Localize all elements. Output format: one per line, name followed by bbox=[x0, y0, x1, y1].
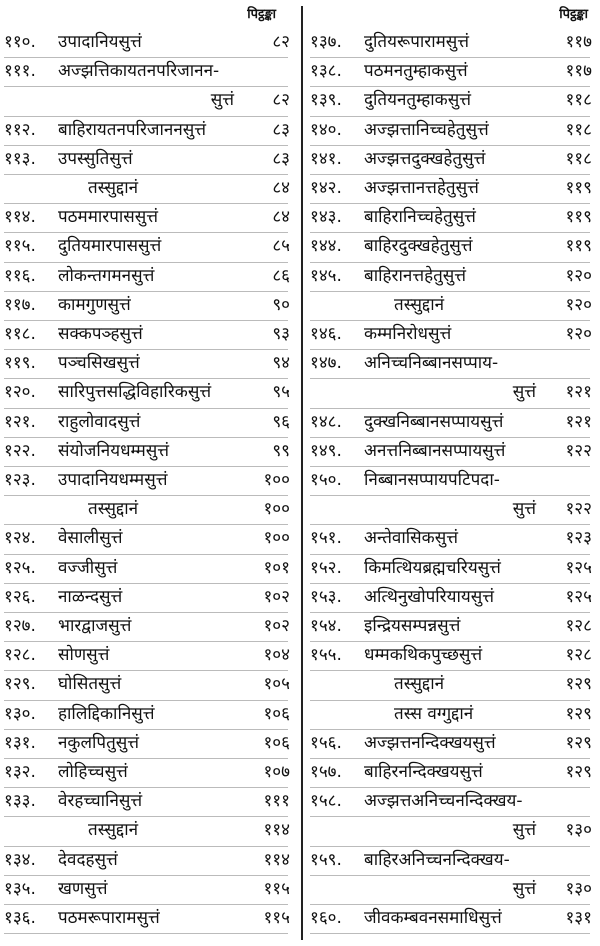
entry-title: अज्झत्तिकायतनपरिजानन- bbox=[58, 61, 220, 82]
entry-number: १५८. bbox=[310, 791, 342, 812]
entry-page-number: ९० bbox=[272, 294, 290, 315]
entry-number: १५३. bbox=[310, 586, 342, 607]
row-rule bbox=[310, 116, 590, 117]
toc-entry bbox=[0, 234, 298, 258]
entry-page-number: १२९ bbox=[565, 762, 592, 782]
row-rule bbox=[4, 700, 288, 701]
entry-title: लोकन्तगमनसुत्तं bbox=[58, 265, 155, 286]
row-rule bbox=[4, 933, 288, 934]
entry-page-number: ९४ bbox=[272, 353, 290, 374]
entry-title: सुत्तं bbox=[512, 878, 536, 899]
entry-title: नकुलपितुसुत्तं bbox=[58, 732, 140, 753]
row-rule bbox=[310, 583, 590, 584]
row-rule bbox=[310, 145, 590, 146]
entry-page-number: १२० bbox=[565, 265, 592, 286]
toc-entry bbox=[306, 702, 600, 726]
entry-page-number: १३१ bbox=[565, 908, 592, 928]
row-rule bbox=[310, 524, 590, 525]
entry-title: लोहिच्चसुत्तं bbox=[58, 762, 128, 782]
row-rule bbox=[310, 203, 590, 204]
toc-entry bbox=[0, 468, 298, 492]
entry-number: १५७. bbox=[310, 762, 342, 782]
page-number-heading: पिट्ठङ्का bbox=[247, 7, 276, 22]
row-rule bbox=[310, 349, 590, 350]
entry-number: १३०. bbox=[4, 703, 36, 724]
entry-page-number: ११४ bbox=[263, 849, 290, 870]
toc-entry bbox=[0, 30, 298, 54]
toc-entry bbox=[306, 877, 600, 901]
entry-number: १४०. bbox=[310, 119, 342, 140]
entry-page-number: ८६ bbox=[272, 265, 290, 286]
row-rule bbox=[310, 86, 590, 87]
entry-title: सुत्तं bbox=[512, 499, 536, 520]
entry-page-number: १२९ bbox=[565, 732, 592, 753]
entry-title: तस्सुद्दानं bbox=[394, 294, 445, 315]
entry-page-number: ८३ bbox=[272, 119, 290, 140]
entry-page-number: १२८ bbox=[565, 616, 592, 636]
row-rule bbox=[310, 262, 590, 263]
toc-entry bbox=[0, 293, 298, 317]
toc-entry bbox=[0, 147, 298, 171]
row-rule bbox=[4, 145, 288, 146]
entry-number: १२२. bbox=[4, 440, 36, 461]
entry-title: पञ्चसिखसुत्तं bbox=[58, 353, 140, 374]
entry-number: १३२. bbox=[4, 762, 36, 782]
entry-number: ११९. bbox=[4, 353, 36, 374]
entry-number: १३८. bbox=[310, 61, 342, 82]
row-rule bbox=[310, 641, 590, 642]
entry-number: १६०. bbox=[310, 908, 342, 928]
entry-page-number: १०० bbox=[263, 470, 290, 490]
entry-number: १५२. bbox=[310, 557, 342, 578]
row-rule bbox=[4, 816, 288, 817]
row-rule bbox=[4, 524, 288, 525]
entry-title: कम्मनिरोधसुत्तं bbox=[364, 324, 452, 344]
entry-number: ११८. bbox=[4, 324, 36, 344]
row-rule bbox=[4, 612, 288, 613]
entry-title: दुतियनतुम्हाकसुत्तं bbox=[364, 90, 471, 111]
entry-page-number: १२३ bbox=[565, 528, 592, 549]
entry-page-number: ९५ bbox=[272, 382, 290, 403]
row-rule bbox=[4, 641, 288, 642]
entry-number: १३७. bbox=[310, 32, 342, 52]
row-rule bbox=[4, 583, 288, 584]
entry-number: १४६. bbox=[310, 324, 342, 344]
toc-entry bbox=[0, 556, 298, 580]
entry-page-number: १२९ bbox=[565, 674, 592, 695]
entry-title: तस्सुद्दानं bbox=[88, 178, 139, 198]
toc-entry bbox=[306, 176, 600, 200]
entry-title: सारिपुत्तसद्धिविहारिकसुत्तं bbox=[58, 382, 212, 403]
row-rule bbox=[310, 700, 590, 701]
entry-page-number: ८२ bbox=[272, 32, 290, 52]
row-rule bbox=[310, 466, 590, 467]
toc-entry bbox=[0, 88, 298, 112]
row-rule bbox=[4, 904, 288, 905]
row-rule bbox=[310, 495, 590, 496]
entry-number: १११. bbox=[4, 61, 36, 82]
entry-number: १५९. bbox=[310, 849, 342, 870]
toc-entry bbox=[0, 59, 298, 83]
entry-title: बाहिरानत्तहेतुसुत्तं bbox=[364, 265, 467, 286]
row-rule bbox=[4, 291, 288, 292]
entry-number: १३१. bbox=[4, 732, 36, 753]
row-rule bbox=[4, 378, 288, 379]
row-rule bbox=[310, 437, 590, 438]
entry-title: निब्बानसप्पायपटिपदा- bbox=[364, 470, 500, 490]
toc-entry bbox=[0, 643, 298, 667]
entry-page-number: १२२ bbox=[565, 499, 592, 520]
entry-title: सक्कपञ्हसुत्तं bbox=[58, 324, 143, 344]
entry-title: घोसितसुत्तं bbox=[58, 674, 122, 695]
row-rule bbox=[4, 437, 288, 438]
toc-entry bbox=[306, 439, 600, 463]
entry-page-number: ८४ bbox=[272, 178, 290, 198]
row-rule bbox=[4, 349, 288, 350]
entry-page-number: १२० bbox=[565, 324, 592, 344]
row-rule bbox=[4, 466, 288, 467]
row-rule bbox=[310, 554, 590, 555]
row-rule bbox=[310, 933, 590, 934]
toc-entry bbox=[0, 614, 298, 638]
row-rule bbox=[4, 174, 288, 175]
entry-title: अज्झत्तानत्तहेतुसुत्तं bbox=[364, 178, 479, 198]
entry-title: पठमरूपारामसुत्तं bbox=[58, 908, 160, 928]
entry-page-number: ११९ bbox=[565, 236, 592, 257]
toc-entry bbox=[306, 497, 600, 521]
row-rule bbox=[4, 554, 288, 555]
entry-number: १४९. bbox=[310, 440, 342, 461]
toc-entry bbox=[306, 380, 600, 404]
toc-entry bbox=[0, 789, 298, 813]
row-rule bbox=[310, 904, 590, 905]
entry-number: १२०. bbox=[4, 382, 36, 403]
row-rule bbox=[4, 57, 288, 58]
entry-page-number: ११५ bbox=[263, 908, 290, 928]
entry-page-number: १०२ bbox=[263, 586, 290, 607]
entry-page-number: ११९ bbox=[565, 178, 592, 198]
toc-entry bbox=[306, 789, 600, 813]
entry-title: जीवकम्बवनसमाधिसुत्तं bbox=[364, 908, 502, 928]
entry-title: वेरहच्चानिसुत्तं bbox=[58, 791, 143, 812]
column-divider bbox=[301, 6, 303, 940]
entry-page-number: १२८ bbox=[565, 645, 592, 666]
row-rule bbox=[310, 612, 590, 613]
toc-entry bbox=[306, 322, 600, 346]
entry-title: धम्मकथिकपुच्छसुत्तं bbox=[364, 645, 483, 666]
entry-page-number: १२९ bbox=[565, 703, 592, 724]
toc-entry bbox=[0, 264, 298, 288]
entry-page-number: ८३ bbox=[272, 148, 290, 169]
entry-title: देवदहसुत्तं bbox=[58, 849, 118, 870]
entry-number: १२३. bbox=[4, 470, 36, 490]
row-rule bbox=[4, 320, 288, 321]
entry-number: ११०. bbox=[4, 32, 36, 52]
entry-title: दुतियरूपारामसुत्तं bbox=[364, 32, 470, 52]
entry-page-number: १२१ bbox=[565, 411, 592, 432]
entry-number: १५०. bbox=[310, 470, 342, 490]
entry-page-number: १२५ bbox=[565, 557, 592, 578]
row-rule bbox=[310, 174, 590, 175]
entry-number: १४४. bbox=[310, 236, 342, 257]
row-rule bbox=[4, 86, 288, 87]
row-rule bbox=[4, 670, 288, 671]
entry-title: अत्थिनुखोपरियायसुत्तं bbox=[364, 586, 494, 607]
toc-entry bbox=[0, 205, 298, 229]
entry-title: उपादानियधम्मसुत्तं bbox=[58, 470, 168, 490]
toc-entry bbox=[306, 585, 600, 609]
entry-number: १४३. bbox=[310, 207, 342, 228]
entry-page-number: १०६ bbox=[263, 703, 290, 724]
entry-title: उपादानियसुत्तं bbox=[58, 32, 142, 52]
entry-number: १४२. bbox=[310, 178, 342, 198]
toc-entry bbox=[306, 410, 600, 434]
entry-title: अनिच्चनिब्बानसप्पाय- bbox=[364, 353, 499, 374]
entry-number: १५५. bbox=[310, 645, 342, 666]
toc-entry bbox=[306, 848, 600, 872]
row-rule bbox=[4, 232, 288, 233]
row-rule bbox=[310, 670, 590, 671]
entry-page-number: ११९ bbox=[565, 207, 592, 228]
entry-title: सोणसुत्तं bbox=[58, 645, 110, 666]
entry-page-number: ११८ bbox=[565, 148, 592, 169]
row-rule bbox=[310, 787, 590, 788]
entry-page-number: १०५ bbox=[263, 674, 290, 695]
row-rule bbox=[4, 729, 288, 730]
row-rule bbox=[4, 203, 288, 204]
entry-title: तस्सुद्दानं bbox=[88, 820, 139, 841]
entry-title: राहुलोवादसुत्तं bbox=[58, 411, 141, 432]
entry-page-number: ११५ bbox=[263, 878, 290, 899]
entry-number: ११२. bbox=[4, 119, 36, 140]
entry-title: अज्झत्तअनिच्चनन्दिक्खय- bbox=[364, 791, 523, 812]
toc-entry bbox=[306, 468, 600, 492]
toc-entry bbox=[306, 118, 600, 142]
entry-title: अज्झत्तदुक्खहेतुसुत्तं bbox=[364, 148, 486, 169]
entry-title: सुत्तं bbox=[512, 382, 536, 403]
toc-entry bbox=[0, 497, 298, 521]
row-rule bbox=[310, 816, 590, 817]
entry-number: १२६. bbox=[4, 586, 36, 607]
row-rule bbox=[310, 291, 590, 292]
toc-entry bbox=[306, 643, 600, 667]
toc-entry bbox=[306, 351, 600, 375]
entry-page-number: ११७ bbox=[565, 61, 592, 82]
entry-page-number: ९६ bbox=[272, 411, 290, 432]
entry-title: किमत्थियब्रह्मचरियसुत्तं bbox=[364, 557, 501, 578]
row-rule bbox=[4, 408, 288, 409]
entry-number: १२१. bbox=[4, 411, 36, 432]
entry-title: वेसालीसुत्तं bbox=[58, 528, 123, 549]
entry-title: खणसुत्तं bbox=[58, 878, 108, 899]
entry-number: ११३. bbox=[4, 148, 36, 169]
entry-page-number: १०२ bbox=[263, 616, 290, 636]
entry-page-number: १३० bbox=[565, 878, 592, 899]
entry-page-number: १०० bbox=[263, 499, 290, 520]
entry-page-number: ९९ bbox=[272, 440, 290, 461]
entry-page-number: १०४ bbox=[263, 645, 290, 666]
entry-title: उपस्सुतिसुत्तं bbox=[58, 148, 133, 169]
toc-entry bbox=[0, 731, 298, 755]
row-rule bbox=[4, 495, 288, 496]
toc-entry bbox=[0, 526, 298, 550]
toc-entry bbox=[306, 30, 600, 54]
toc-entry bbox=[306, 147, 600, 171]
toc-entry bbox=[0, 351, 298, 375]
entry-number: १३३. bbox=[4, 791, 36, 812]
entry-title: दुतियमारपाससुत्तं bbox=[58, 236, 162, 257]
entry-title: बाहिरानिच्चहेतुसुत्तं bbox=[364, 207, 476, 228]
entry-page-number: १०० bbox=[263, 528, 290, 549]
toc-entry bbox=[0, 906, 298, 930]
entry-title: अनत्तनिब्बानसप्पायसुत्तं bbox=[364, 440, 506, 461]
entry-page-number: ८२ bbox=[272, 90, 290, 111]
entry-title: नाळन्दसुत्तं bbox=[58, 586, 123, 607]
entry-title: वज्जीसुत्तं bbox=[58, 557, 118, 578]
entry-page-number: ११८ bbox=[565, 119, 592, 140]
toc-entry bbox=[306, 818, 600, 842]
entry-page-number: १०७ bbox=[263, 762, 290, 782]
entry-number: १२९. bbox=[4, 674, 36, 695]
row-rule bbox=[310, 57, 590, 58]
entry-page-number: १३० bbox=[565, 820, 592, 841]
entry-page-number: ८४ bbox=[272, 207, 290, 228]
toc-entry bbox=[0, 380, 298, 404]
entry-title: पठममारपाससुत्तं bbox=[58, 207, 159, 228]
toc-entry bbox=[306, 760, 600, 784]
toc-entry bbox=[0, 760, 298, 784]
toc-entry bbox=[306, 672, 600, 696]
toc-entry bbox=[0, 848, 298, 872]
entry-title: बाहिरनन्दिक्खयसुत्तं bbox=[364, 762, 483, 782]
toc-entry bbox=[306, 88, 600, 112]
entry-number: ११५. bbox=[4, 236, 36, 257]
entry-title: सुत्तं bbox=[512, 820, 536, 841]
row-rule bbox=[310, 320, 590, 321]
row-rule bbox=[310, 846, 590, 847]
toc-entry bbox=[0, 818, 298, 842]
row-rule bbox=[4, 262, 288, 263]
row-rule bbox=[310, 408, 590, 409]
entry-page-number: ११८ bbox=[565, 90, 592, 111]
entry-number: १४८. bbox=[310, 411, 342, 432]
row-rule bbox=[310, 758, 590, 759]
entry-page-number: ९३ bbox=[272, 324, 290, 344]
entry-number: ११४. bbox=[4, 207, 36, 228]
entry-number: ११७. bbox=[4, 294, 36, 315]
toc-entry bbox=[0, 176, 298, 200]
entry-title: तस्स वग्गुद्दानं bbox=[394, 703, 474, 724]
entry-title: पठमनतुम्हाकसुत्तं bbox=[364, 61, 468, 82]
entry-title: अज्झत्तानिच्चहेतुसुत्तं bbox=[364, 119, 489, 140]
toc-entry bbox=[306, 731, 600, 755]
entry-page-number: १२० bbox=[565, 294, 592, 315]
entry-page-number: ११७ bbox=[565, 32, 592, 52]
row-rule bbox=[4, 875, 288, 876]
toc-entry bbox=[0, 585, 298, 609]
toc-entry bbox=[306, 556, 600, 580]
entry-number: ११६. bbox=[4, 265, 36, 286]
toc-entry bbox=[0, 439, 298, 463]
entry-page-number: ११४ bbox=[263, 820, 290, 841]
entry-page-number: १११ bbox=[263, 791, 290, 812]
row-rule bbox=[4, 787, 288, 788]
row-rule bbox=[4, 846, 288, 847]
entry-title: बाहिरअनिच्चनन्दिक्खय- bbox=[364, 849, 510, 870]
row-rule bbox=[4, 758, 288, 759]
entry-page-number: १०६ bbox=[263, 732, 290, 753]
entry-title: तस्सुद्दानं bbox=[394, 674, 445, 695]
entry-number: १३९. bbox=[310, 90, 342, 111]
toc-entry bbox=[306, 614, 600, 638]
entry-number: १२५. bbox=[4, 557, 36, 578]
row-rule bbox=[310, 378, 590, 379]
entry-number: १४७. bbox=[310, 353, 342, 374]
page-number-heading: पिट्ठङ्का bbox=[559, 7, 588, 22]
entry-number: १३५. bbox=[4, 878, 36, 899]
entry-page-number: १२२ bbox=[565, 440, 592, 461]
entry-number: १३४. bbox=[4, 849, 36, 870]
toc-entry bbox=[306, 234, 600, 258]
entry-title: हालिद्दिकानिसुत्तं bbox=[58, 703, 155, 724]
toc-entry bbox=[306, 906, 600, 930]
toc-entry bbox=[0, 410, 298, 434]
entry-title: सुत्तं bbox=[210, 90, 234, 111]
entry-title: भारद्वाजसुत्तं bbox=[58, 616, 132, 636]
toc-entry bbox=[0, 877, 298, 901]
toc-entry bbox=[306, 59, 600, 83]
toc-entry bbox=[0, 322, 298, 346]
entry-number: १२४. bbox=[4, 528, 36, 549]
toc-entry bbox=[0, 702, 298, 726]
toc-entry bbox=[306, 293, 600, 317]
entry-number: १५४. bbox=[310, 616, 342, 636]
entry-title: कामगुणसुत्तं bbox=[58, 294, 131, 315]
entry-page-number: १२१ bbox=[565, 382, 592, 403]
toc-entry bbox=[306, 264, 600, 288]
entry-title: बाहिरदुक्खहेतुसुत्तं bbox=[364, 236, 473, 257]
entry-title: संयोजनियधम्मसुत्तं bbox=[58, 440, 170, 461]
entry-page-number: ८५ bbox=[272, 236, 290, 257]
entry-title: दुक्खनिब्बानसप्पायसुत्तं bbox=[364, 411, 504, 432]
entry-number: १४१. bbox=[310, 148, 342, 169]
entry-number: १२८. bbox=[4, 645, 36, 666]
entry-title: अज्झत्तनन्दिक्खयसुत्तं bbox=[364, 732, 496, 753]
row-rule bbox=[310, 875, 590, 876]
entry-number: १५१. bbox=[310, 528, 342, 549]
row-rule bbox=[4, 116, 288, 117]
entry-number: १४५. bbox=[310, 265, 342, 286]
entry-page-number: १०१ bbox=[263, 557, 290, 578]
entry-title: इन्द्रियसम्पन्नसुत्तं bbox=[364, 616, 461, 636]
toc-entry bbox=[0, 118, 298, 142]
toc-entry bbox=[306, 205, 600, 229]
entry-number: १३६. bbox=[4, 908, 36, 928]
entry-number: १२७. bbox=[4, 616, 36, 636]
row-rule bbox=[310, 232, 590, 233]
toc-entry bbox=[0, 672, 298, 696]
entry-title: अन्तेवासिकसुत्तं bbox=[364, 528, 458, 549]
entry-title: तस्सुद्दानं bbox=[88, 499, 139, 520]
row-rule bbox=[310, 729, 590, 730]
entry-title: बाहिरायतनपरिजाननसुत्तं bbox=[58, 119, 207, 140]
entry-page-number: १२५ bbox=[565, 586, 592, 607]
entry-number: १५६. bbox=[310, 732, 342, 753]
toc-entry bbox=[306, 526, 600, 550]
